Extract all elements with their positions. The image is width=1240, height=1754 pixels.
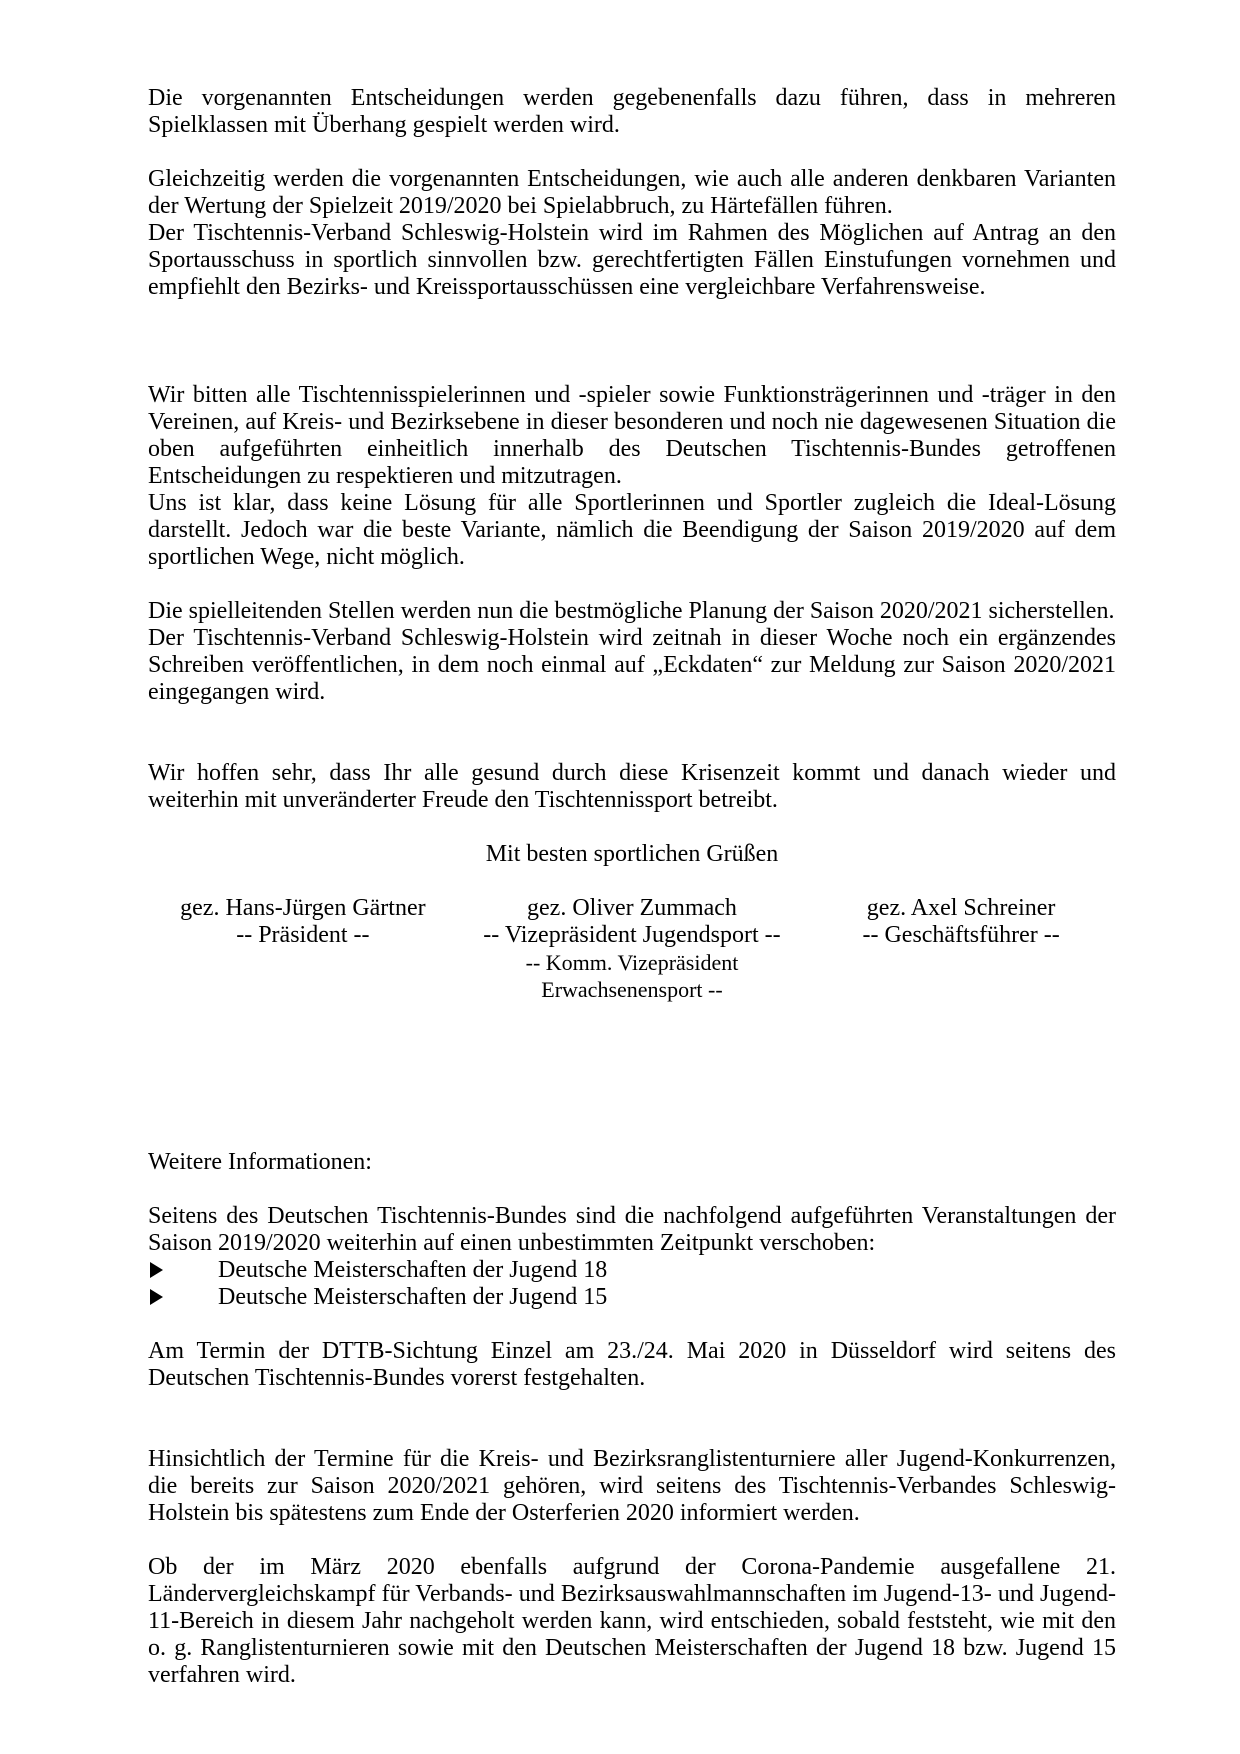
paragraph-planung-2: Der Tischtennis-Verband Schleswig-Holstein wird zeitnah in dieser Woche noch ein ergänzendes Schreiben veröffentlichen, in dem noch einmal auf „Eckdaten“ zur Meldung zur Saison 2020/2021 eingegangen wird. <box>148 625 1116 705</box>
paragraph-laendervergleich: Ob der im März 2020 ebenfalls aufgrund der Corona-Pandemie ausgefallene 21. Ländervergleichskampf für Verbands- und Bezirksauswahlmannschaften im Jugend-13- und Jugend-11-Bereich in diesem Jahr nachgeholt werden kann, wird entschieden, sobald feststeht, wie mit den o. g. Ranglistenturnieren sowie mit den Deutschen Meisterschaften der Jugend 18 bzw. Jugend 15 verfahren wird. <box>148 1554 1116 1688</box>
signature-role: -- Komm. Vizepräsident Erwachsenensport -- <box>525 950 739 1002</box>
paragraph-bitte-1: Wir bitten alle Tischtennisspielerinnen und -spieler sowie Funktionsträgerinnen und -träger in den Vereinen, auf Kreis- und Bezirksebene in dieser besonderen und noch nie dagewesenen Situation die oben aufgeführten einheitlich innerhalb des Deutschen Tischtennis-Bundes getroffenen Entscheidungen zu respektieren und mitzutragen. <box>148 382 1116 489</box>
paragraph-group-haertefaelle <box>148 166 1116 301</box>
paragraph-group-planung <box>148 598 1116 706</box>
bullet-item-label: Deutsche Meisterschaften der Jugend 18 <box>218 1257 608 1283</box>
arrowhead-bullet-icon <box>148 1284 218 1311</box>
paragraph-bitte-2: Uns ist klar, dass keine Lösung für alle Sportlerinnen und Sportler zugleich die Ideal-Lösung darstellt. Jedoch war die beste Variante, nämlich die Beendigung der Saison 2019/2020 auf dem sportlichen Wege, nicht möglich. <box>148 490 1116 570</box>
signature-block <box>148 895 1116 1003</box>
signature-vice-president <box>458 895 806 1003</box>
info-heading: Weitere Informationen: <box>148 1149 372 1175</box>
paragraph-info-intro: Seitens des Deutschen Tischtennis-Bundes sind die nachfolgend aufgeführten Veranstaltungen der Saison 2019/2020 weiterhin auf einen unbestimmten Zeitpunkt verschoben: <box>148 1203 1116 1256</box>
letter-body <box>148 85 1116 1689</box>
signature-role: -- Präsident -- <box>236 922 370 948</box>
paragraph-planung-1: Die spielleitenden Stellen werden nun die bestmögliche Planung der Saison 2020/2021 sicherstellen. <box>148 598 1115 624</box>
paragraph-overhang: Die vorgenannten Entscheidungen werden gegebenenfalls dazu führen, dass in mehreren Spielklassen mit Überhang gespielt werden wird. <box>148 85 1116 138</box>
signature-name: gez. Oliver Zummach <box>527 895 737 921</box>
signature-managing-director <box>806 895 1116 1003</box>
paragraph-haertefaelle-1: Gleichzeitig werden die vorgenannten Entscheidungen, wie auch alle anderen denkbaren Varianten der Wertung der Spielzeit 2019/2020 bei Spielabbruch, zu Härtefällen führen. <box>148 166 1116 219</box>
signature-role: -- Vizepräsident Jugendsport -- <box>483 922 781 948</box>
bullet-item-label: Deutsche Meisterschaften der Jugend 15 <box>218 1284 608 1310</box>
bullet-item-jugend-15 <box>148 1284 1116 1311</box>
paragraph-termin: Am Termin der DTTB-Sichtung Einzel am 23./24. Mai 2020 in Düsseldorf wird seitens des Deutschen Tischtennis-Bundes vorerst festgehalten. <box>148 1338 1116 1391</box>
signature-name: gez. Hans-Jürgen Gärtner <box>180 895 426 921</box>
paragraph-group-bitte <box>148 382 1116 571</box>
paragraph-hoffnung: Wir hoffen sehr, dass Ihr alle gesund durch diese Krisenzeit kommt und danach wieder und weiterhin mit unveränderter Freude den Tischtennissport betreibt. <box>148 760 1116 813</box>
closing-salutation: Mit besten sportlichen Grüßen <box>485 841 779 867</box>
paragraph-ranglisten: Hinsichtlich der Termine für die Kreis- und Bezirksranglistenturniere aller Jugend-Konkurrenzen, die bereits zur Saison 2020/2021 gehören, wird seitens des Tischtennis-Verbandes Schleswig-Holstein bis spätestens zum Ende der Osterferien 2020 informiert werden. <box>148 1446 1116 1526</box>
signature-president <box>148 895 458 1003</box>
arrowhead-bullet-icon <box>148 1257 218 1284</box>
bullet-item-jugend-18 <box>148 1257 1116 1284</box>
signature-role: -- Geschäftsführer -- <box>862 922 1060 948</box>
paragraph-haertefaelle-2: Der Tischtennis-Verband Schleswig-Holstein wird im Rahmen des Möglichen auf Antrag an den Sportausschuss in sportlich sinnvollen bzw. gerechtfertigten Fällen Einstufungen vornehmen und empfiehlt den Bezirks- und Kreissportausschüssen eine vergleichbare Verfahrensweise. <box>148 220 1116 300</box>
signature-name: gez. Axel Schreiner <box>866 895 1056 921</box>
